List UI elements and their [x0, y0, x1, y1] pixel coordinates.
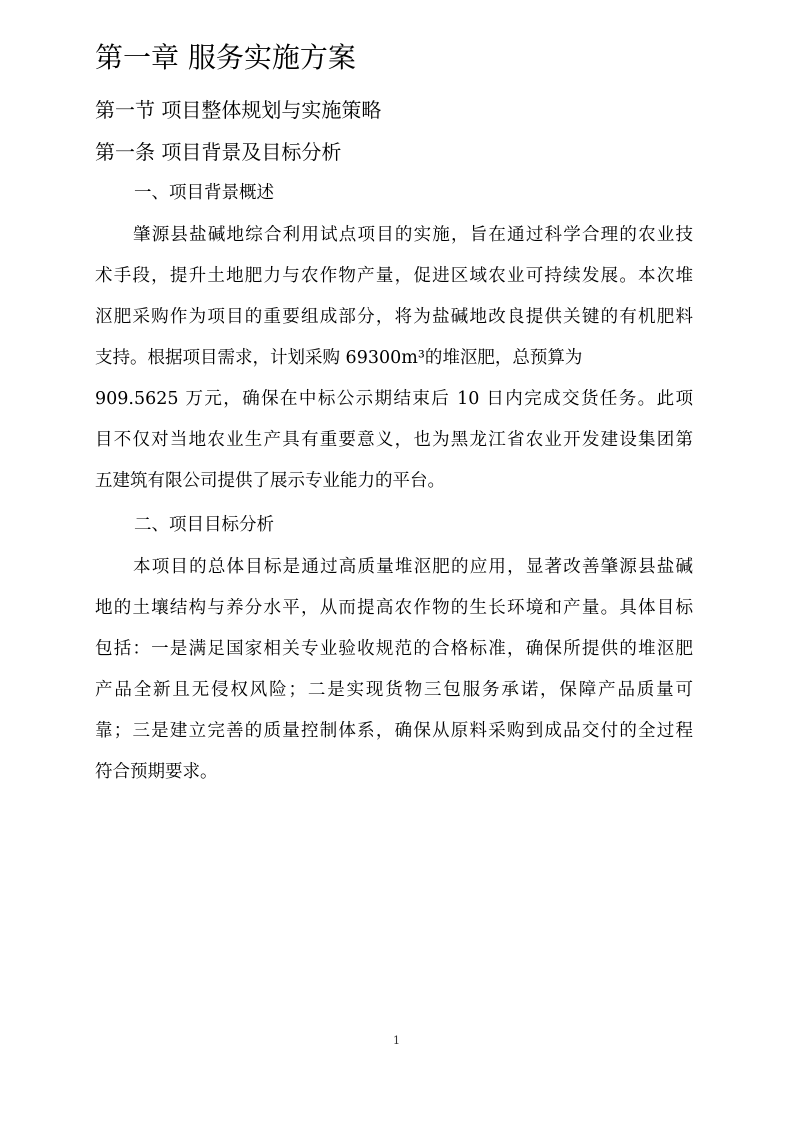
paragraph-line: 目不仅对当地农业生产具有重要意义，也为黑龙江省农业开发建设集团第 — [95, 430, 693, 450]
paragraph-line: 地的土壤结构与养分水平，从而提高农作物的生长环境和产量。具体目标 — [95, 598, 693, 618]
paragraph-line: 五建筑有限公司提供了展示专业能力的平台。 — [95, 471, 445, 491]
paragraph-line: 符合预期要求。 — [95, 762, 218, 782]
paragraph-line: 肇源县盐碱地综合利用试点项目的实施，旨在通过科学合理的农业技 — [133, 225, 693, 245]
background-heading: 一、项目背景概述 — [134, 183, 274, 203]
paragraph-line: 包括：一是满足国家相关专业验收规范的合格标准，确保所提供的堆沤肥 — [95, 639, 693, 659]
paragraph-line: 沤肥采购作为项目的重要组成部分，将为盐碱地改良提供关键的有机肥料 — [95, 307, 693, 327]
paragraph-line: 本项目的总体目标是通过高质量堆沤肥的应用，显著改善肇源县盐碱 — [133, 557, 693, 577]
paragraph-line: 术手段，提升土地肥力与农作物产量，促进区域农业可持续发展。本次堆 — [95, 266, 693, 286]
page-number: 1 — [393, 1034, 400, 1047]
paragraph-line: 909.5625 万元，确保在中标公示期结束后 10 日内完成交货任务。此项 — [95, 389, 693, 409]
paragraph-line: 产品全新且无侵权风险；二是实现货物三包服务承诺，保障产品质量可 — [95, 680, 693, 700]
paragraph-line: 靠；三是建立完善的质量控制体系，确保从原料采购到成品交付的全过程 — [95, 721, 693, 741]
objectives-heading: 二、项目目标分析 — [134, 515, 274, 535]
chapter-title: 第一章 服务实施方案 — [95, 41, 356, 74]
article-title: 第一条 项目背景及目标分析 — [95, 140, 342, 164]
section-title: 第一节 项目整体规划与实施策略 — [95, 98, 382, 122]
paragraph-line: 支持。根据项目需求，计划采购 69300m³的堆沤肥，总预算为 — [95, 348, 583, 368]
